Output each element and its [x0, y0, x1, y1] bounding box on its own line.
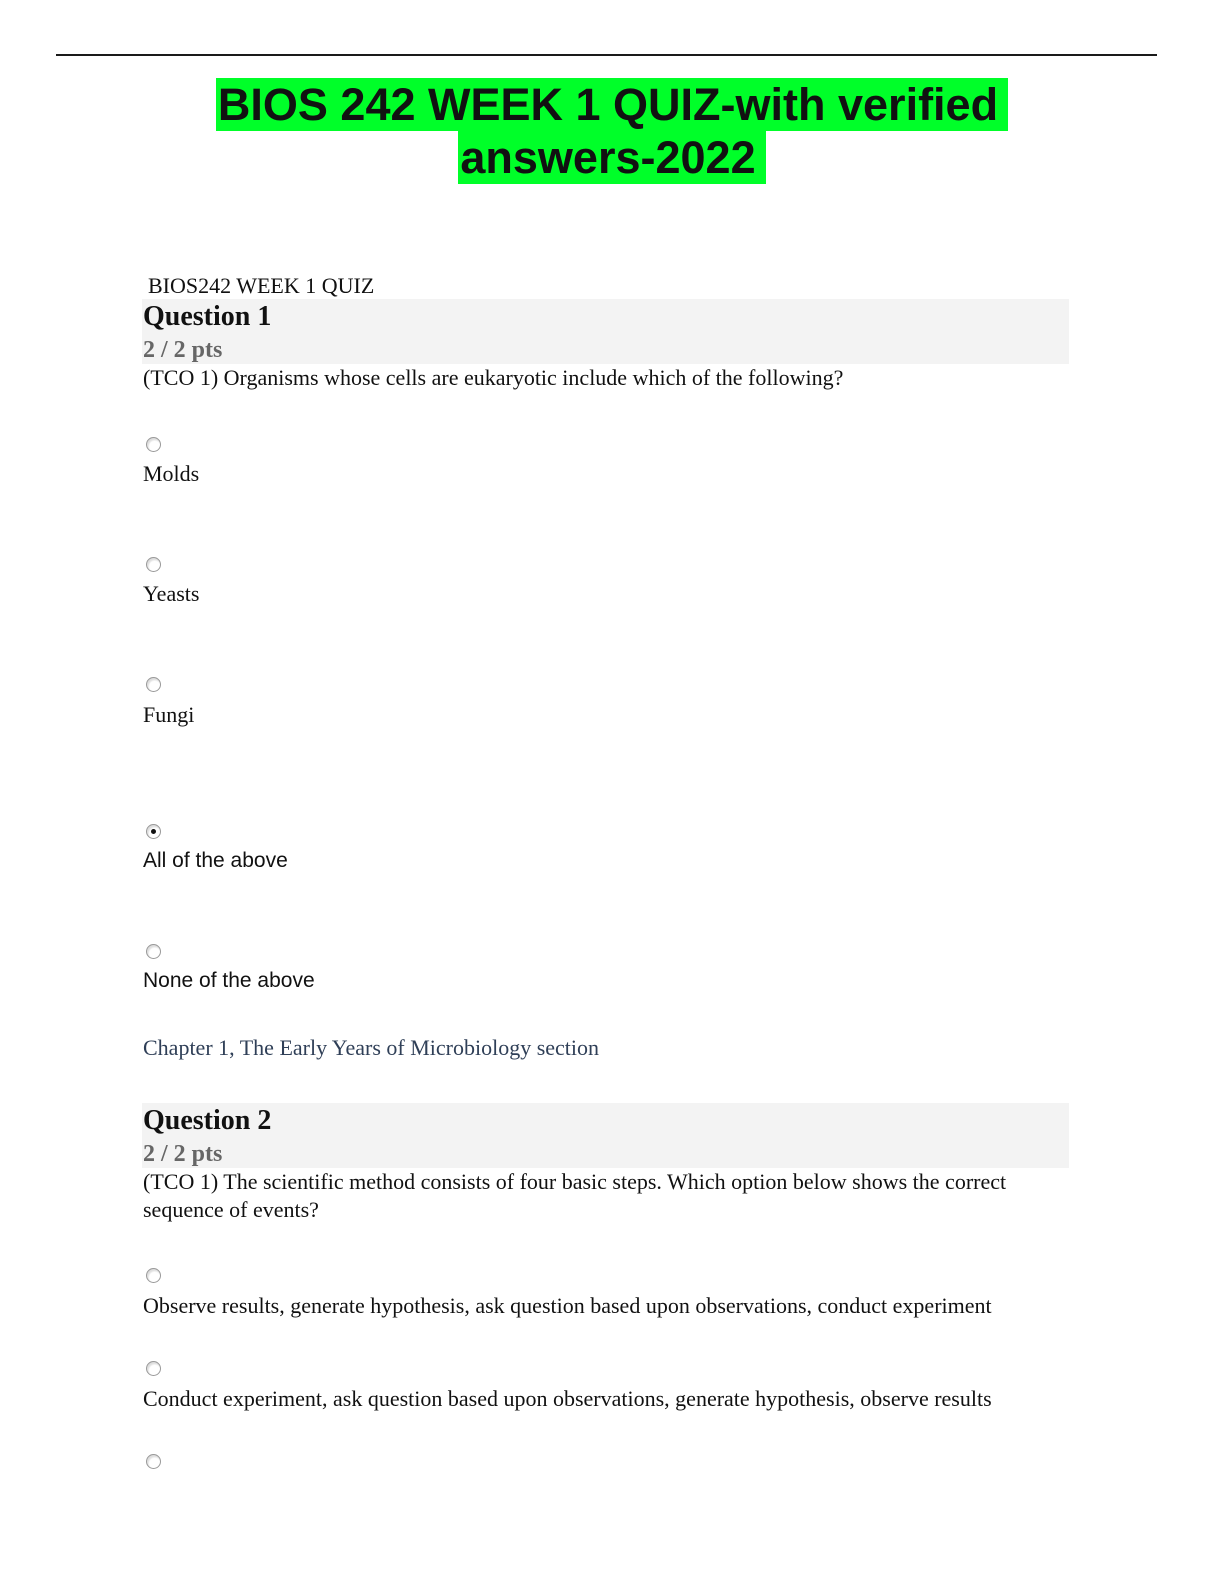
top-rule [56, 54, 1157, 56]
question-1-option-3-label: Fungi [143, 702, 195, 727]
question-2-option-3-radio[interactable] [146, 1454, 161, 1469]
question-1-option-4-radio[interactable] [146, 824, 161, 839]
question-1-text: (TCO 1) Organisms whose cells are eukaryotic include which of the following? [143, 365, 844, 390]
question-2-option-1-label: Observe results, generate hypothesis, ask question based upon observations, conduct experiment [143, 1293, 992, 1318]
question-2-option-2-radio[interactable] [146, 1361, 161, 1376]
question-1-option-5-label: None of the above [143, 969, 315, 992]
question-1-points: 2 / 2 pts [143, 337, 223, 363]
quiz-subtitle: BIOS242 WEEK 1 QUIZ [148, 273, 375, 298]
question-1-option-2-label: Yeasts [143, 581, 200, 606]
question-1-option-5-radio[interactable] [146, 944, 161, 959]
question-2-header [142, 1103, 1069, 1168]
question-1-header [142, 299, 1069, 364]
question-2-text: (TCO 1) The scientific method consists of four basic steps. Which option below shows the correct sequence of events? [143, 1169, 1007, 1222]
question-2-points: 2 / 2 pts [143, 1141, 223, 1167]
question-1-option-1-label: Molds [143, 461, 200, 486]
title-line-2: answers-2022 [458, 131, 765, 184]
question-1-reference: Chapter 1, The Early Years of Microbiology section [143, 1035, 600, 1060]
question-1-option-4-label: All of the above [143, 849, 288, 872]
question-1-option-3-radio[interactable] [146, 677, 161, 692]
question-2-title: Question 2 [143, 1105, 272, 1136]
question-1-option-1-radio[interactable] [146, 437, 161, 452]
title-line-1: BIOS 242 WEEK 1 QUIZ-with verified [216, 78, 1008, 131]
question-1-title: Question 1 [143, 301, 272, 332]
question-1-option-2-radio[interactable] [146, 557, 161, 572]
question-2-option-1-radio[interactable] [146, 1268, 161, 1283]
question-2-option-2-label: Conduct experiment, ask question based upon observations, generate hypothesis, observe results [143, 1386, 992, 1411]
document-title [0, 78, 1224, 184]
